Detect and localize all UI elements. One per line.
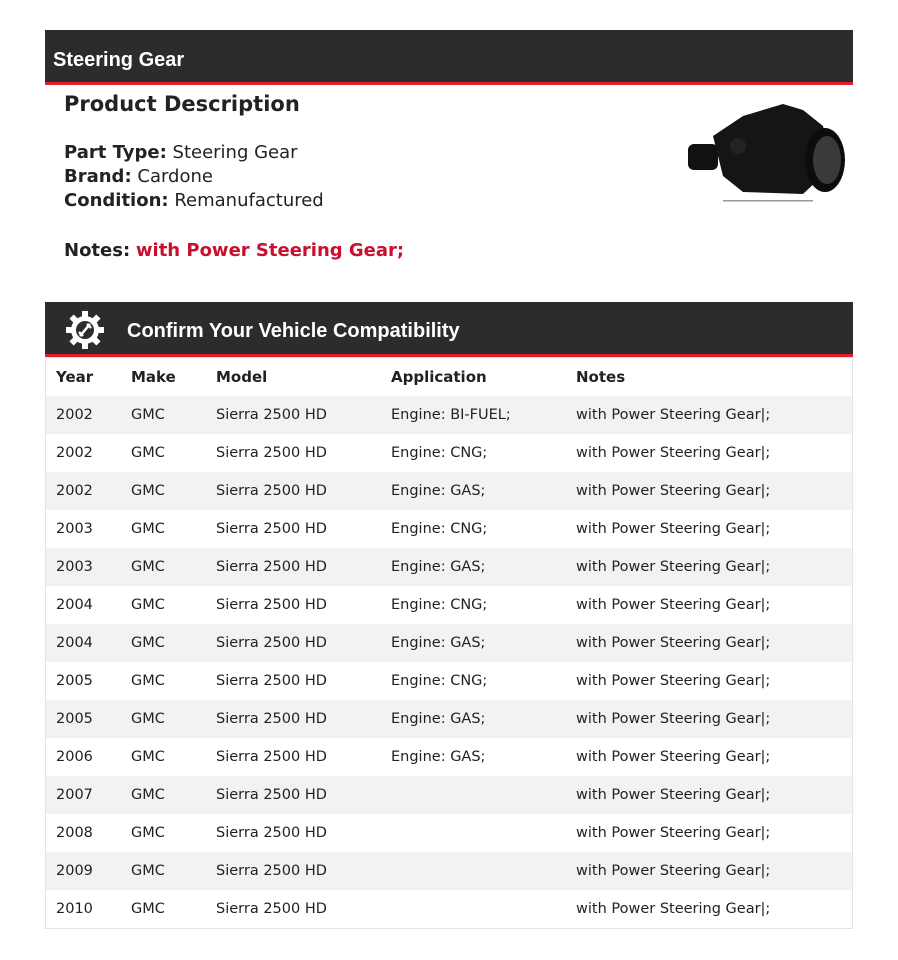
cell-notes: with Power Steering Gear|;	[576, 559, 771, 575]
compatibility-bar	[45, 302, 853, 357]
cell-notes: with Power Steering Gear|;	[576, 483, 771, 499]
cell-model: Sierra 2500 HD	[216, 673, 327, 689]
cell-make: GMC	[131, 445, 165, 461]
product-image	[683, 96, 848, 206]
col-year: Year	[56, 368, 94, 386]
cell-notes: with Power Steering Gear|;	[576, 597, 771, 613]
compatibility-title: Confirm Your Vehicle Compatibility	[127, 320, 460, 342]
table-header	[46, 358, 853, 397]
cell-model: Sierra 2500 HD	[216, 711, 327, 727]
table-row	[46, 890, 853, 929]
cell-year: 2010	[56, 901, 93, 917]
cell-model: Sierra 2500 HD	[216, 559, 327, 575]
table-row	[46, 700, 853, 738]
cell-make: GMC	[131, 521, 165, 537]
col-model: Model	[216, 368, 268, 386]
compatibility-table	[45, 357, 853, 929]
table-row	[46, 586, 853, 624]
cell-year: 2002	[56, 483, 93, 499]
label: Brand:	[64, 166, 132, 187]
cell-model: Sierra 2500 HD	[216, 863, 327, 879]
cell-notes: with Power Steering Gear|;	[576, 673, 771, 689]
cell-make: GMC	[131, 673, 165, 689]
part-type	[64, 142, 298, 163]
cell-application	[381, 814, 566, 852]
cell-notes: with Power Steering Gear|;	[576, 749, 771, 765]
cell-year: 2002	[56, 407, 93, 423]
table-row	[46, 396, 853, 434]
cell-application: Engine: GAS;	[391, 635, 486, 651]
cell-make: GMC	[131, 901, 165, 917]
cell-make: GMC	[131, 711, 165, 727]
cell-year: 2006	[56, 749, 93, 765]
cell-notes: with Power Steering Gear|;	[576, 901, 771, 917]
condition	[64, 190, 324, 211]
value: with Power Steering Gear;	[135, 240, 405, 261]
cell-year: 2004	[56, 597, 93, 613]
col-notes: Notes	[576, 368, 626, 386]
cell-notes: with Power Steering Gear|;	[576, 863, 771, 879]
table-row	[46, 472, 853, 510]
cell-year: 2007	[56, 787, 93, 803]
cell-notes: with Power Steering Gear|;	[576, 825, 771, 841]
col-make: Make	[131, 368, 176, 386]
cell-notes: with Power Steering Gear|;	[576, 711, 771, 727]
cell-model: Sierra 2500 HD	[216, 445, 327, 461]
table-row	[46, 434, 853, 472]
cell-make: GMC	[131, 749, 165, 765]
table-row	[46, 776, 853, 814]
table-row	[46, 852, 853, 890]
cell-make: GMC	[131, 483, 165, 499]
cell-application: Engine: GAS;	[391, 749, 486, 765]
notes	[64, 240, 404, 261]
cell-notes: with Power Steering Gear|;	[576, 787, 771, 803]
label: Condition:	[64, 190, 169, 211]
label: Part Type:	[64, 142, 167, 163]
cell-application	[381, 890, 566, 929]
cell-make: GMC	[131, 863, 165, 879]
cell-make: GMC	[131, 597, 165, 613]
page-title: Steering Gear	[53, 49, 185, 71]
cell-application: Engine: CNG;	[391, 673, 488, 689]
value: Remanufactured	[174, 190, 324, 211]
cell-application	[381, 776, 566, 814]
cell-model: Sierra 2500 HD	[216, 483, 327, 499]
cell-model: Sierra 2500 HD	[216, 825, 327, 841]
cell-model: Sierra 2500 HD	[216, 749, 327, 765]
table-row	[46, 814, 853, 852]
table-row	[46, 662, 853, 700]
cell-model: Sierra 2500 HD	[216, 901, 327, 917]
brand	[64, 166, 213, 187]
gear-icon	[65, 310, 105, 350]
product-description-heading: Product Description	[64, 92, 300, 116]
cell-year: 2005	[56, 711, 93, 727]
cell-year: 2003	[56, 521, 93, 537]
cell-make: GMC	[131, 559, 165, 575]
cell-year: 2009	[56, 863, 93, 879]
cell-model: Sierra 2500 HD	[216, 597, 327, 613]
cell-make: GMC	[131, 635, 165, 651]
cell-year: 2002	[56, 445, 93, 461]
cell-model: Sierra 2500 HD	[216, 635, 327, 651]
table-row	[46, 510, 853, 548]
cell-application: Engine: BI-FUEL;	[391, 407, 511, 423]
cell-notes: with Power Steering Gear|;	[576, 635, 771, 651]
table-row	[46, 548, 853, 586]
cell-application	[381, 852, 566, 890]
value: Steering Gear	[172, 142, 298, 163]
cell-application: Engine: GAS;	[391, 483, 486, 499]
cell-notes: with Power Steering Gear|;	[576, 445, 771, 461]
cell-make: GMC	[131, 825, 165, 841]
cell-application: Engine: CNG;	[391, 445, 488, 461]
cell-application: Engine: CNG;	[391, 521, 488, 537]
cell-make: GMC	[131, 407, 165, 423]
cell-application: Engine: GAS;	[391, 559, 486, 575]
cell-year: 2005	[56, 673, 93, 689]
cell-year: 2003	[56, 559, 93, 575]
cell-model: Sierra 2500 HD	[216, 407, 327, 423]
cell-application: Engine: CNG;	[391, 597, 488, 613]
label: Notes:	[64, 240, 131, 261]
table-row	[46, 738, 853, 776]
cell-notes: with Power Steering Gear|;	[576, 407, 771, 423]
table-row	[46, 624, 853, 662]
cell-notes: with Power Steering Gear|;	[576, 521, 771, 537]
value: Cardone	[137, 166, 213, 187]
cell-application: Engine: GAS;	[391, 711, 486, 727]
cell-make: GMC	[131, 787, 165, 803]
cell-model: Sierra 2500 HD	[216, 521, 327, 537]
cell-year: 2008	[56, 825, 93, 841]
title-bar	[45, 30, 853, 85]
col-application: Application	[391, 368, 487, 386]
cell-model: Sierra 2500 HD	[216, 787, 327, 803]
cell-year: 2004	[56, 635, 93, 651]
